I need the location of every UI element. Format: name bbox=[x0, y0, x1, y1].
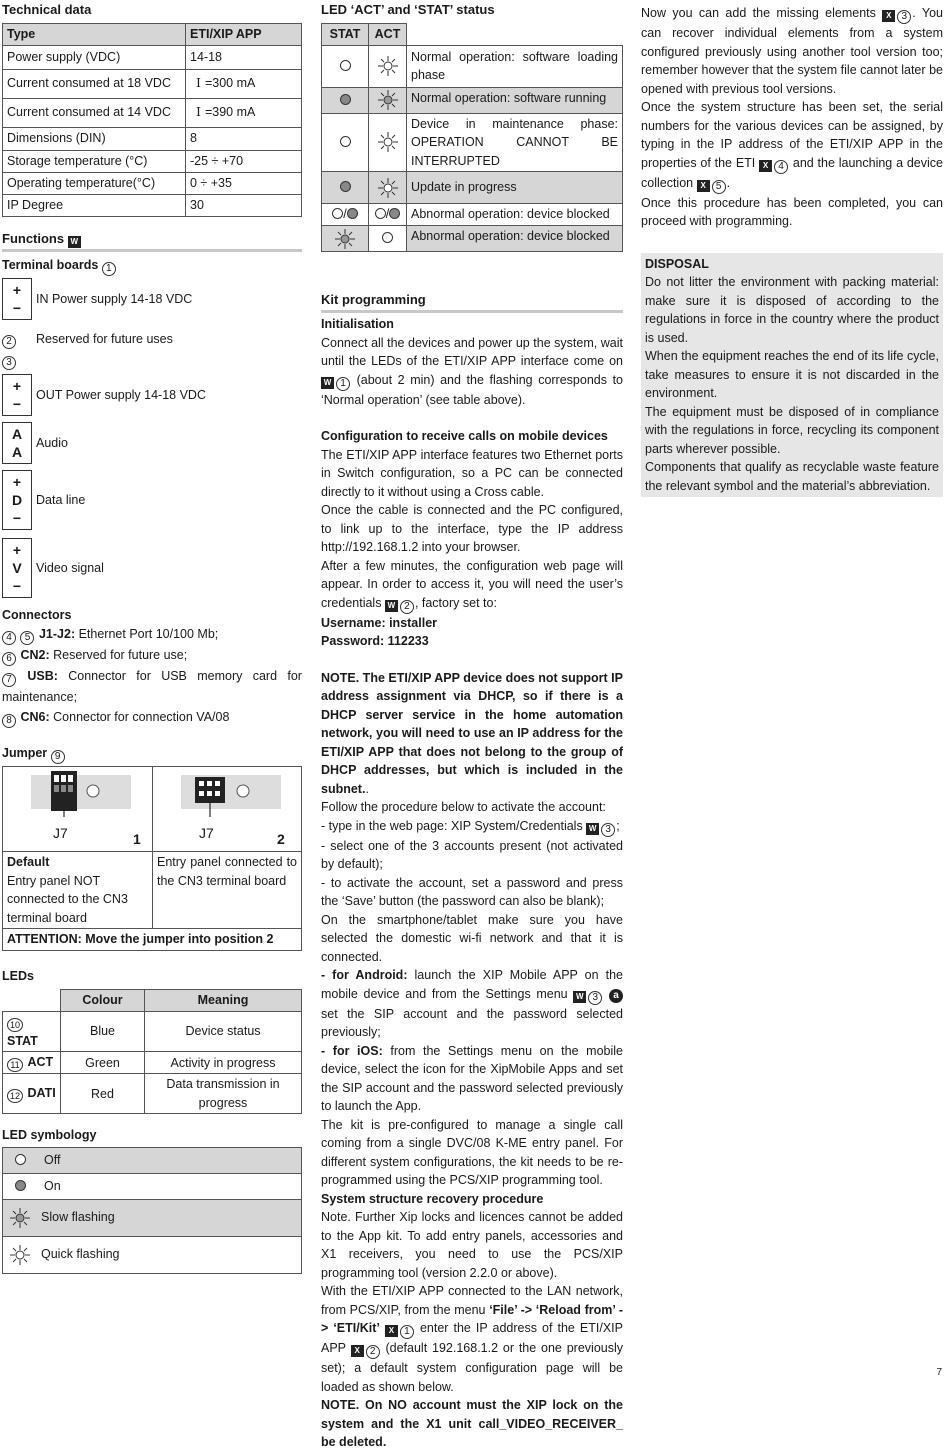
quick-flash-icon bbox=[9, 1244, 31, 1266]
led-name: 12 DATI bbox=[3, 1074, 61, 1114]
terminal-data: + D − Data line bbox=[2, 470, 302, 530]
stat-cell bbox=[322, 87, 369, 113]
android-text: - for Android: launch the XIP Mobile APP on the mobile device and from the Settings menu W 3 a set the SIP account and the password selected previously; bbox=[321, 968, 623, 1040]
jumper-table bbox=[2, 766, 302, 951]
tech-row-label: Current consumed at 14 VDC bbox=[3, 98, 186, 127]
jumper-pos2-label: J7 bbox=[199, 825, 214, 842]
tech-row-value: 8 bbox=[186, 127, 302, 150]
stat-cell: / bbox=[322, 204, 369, 226]
functions-title: Functions W bbox=[2, 229, 302, 252]
recovery-p2: With the ETI/XIP APP connected to the LAN network, from PCS/XIP, from the menu ‘File’ -> ‘Reload from’ -> ‘ETI/Kit’ X 1 enter the IP address of the ETI/XIP APP X 2 (default 192.168.1.2 or the one previously set); a default system configuration page will be loaded as shown below. bbox=[321, 1284, 623, 1394]
connector-item: 8 CN6: Connector for connection VA/08 bbox=[2, 707, 302, 728]
dhcp-note: NOTE. The ETI/XIP APP device does not support IP address assignment via DHCP, so if there is a DHCP server service in the home automation network, you will need to use an IP address for the ETI/XIP APP that does not belong to the group of DHCP addresses, but which is included in the subnet.. bbox=[321, 670, 623, 796]
disposal-p4: Components that qualify as recyclable waste feature the relevant symbol and the material’s abbreviation. bbox=[645, 460, 939, 493]
led-meaning: Activity in progress bbox=[145, 1052, 302, 1074]
init-text: Connect all the devices and power up the system, wait until the LEDs of the ETI/XIP APP interface come on W 1 (about 2 min) and the flashing corresponds to ‘Normal operation’ (see table above). bbox=[321, 335, 623, 407]
terminal-box: + − bbox=[2, 374, 32, 416]
led-colour: Green bbox=[61, 1052, 145, 1074]
smartphone-text: On the smartphone/tablet make sure you have selected the domestic wi-fi network and that it is connected. bbox=[321, 912, 623, 964]
status-text: Normal operation: software running bbox=[407, 87, 623, 113]
disposal-box bbox=[641, 253, 943, 498]
off-icon bbox=[15, 1154, 26, 1165]
act-cell bbox=[369, 87, 407, 113]
jumper-pos2-num: 2 bbox=[277, 831, 285, 848]
off-icon bbox=[332, 208, 343, 219]
symbology-row: On bbox=[3, 1173, 302, 1199]
tech-row-label: Storage temperature (°C) bbox=[3, 150, 186, 172]
status-text: Abnormal operation: device blocked bbox=[407, 226, 623, 252]
act-cell bbox=[369, 45, 407, 87]
status-title: LED ‘ACT’ and ‘STAT’ status bbox=[321, 2, 495, 17]
tech-row-value: I =300 mA bbox=[186, 69, 302, 98]
disposal-p1: Do not litter the environment with packing material: make sure it is disposed of according to the regulations in force in the country where the product is used. bbox=[645, 275, 939, 345]
current-symbol: I bbox=[196, 104, 201, 120]
step-1: - type in the web page: XIP System/Credentials W 3 ; bbox=[321, 818, 620, 835]
tech-row-value: 0 ÷ +35 bbox=[186, 172, 302, 194]
terminal-video: + V − Video signal bbox=[2, 538, 302, 598]
led-colour: Blue bbox=[61, 1011, 145, 1052]
tech-row-label: Operating temperature(°C) bbox=[3, 172, 186, 194]
config-p2: Once the cable is connected and the PC configured, to link up to the interface, type the IP address http://192.168.1.2 into your browser. bbox=[321, 503, 623, 555]
status-text: Abnormal operation: device blocked bbox=[407, 204, 623, 226]
stat-cell bbox=[322, 172, 369, 204]
on-icon bbox=[389, 208, 400, 219]
left-column bbox=[2, 0, 302, 1274]
jumper-pos1-num: 1 bbox=[133, 831, 141, 848]
symbology-title: LED symbology bbox=[2, 1128, 97, 1143]
num-badge: 3 bbox=[2, 356, 16, 370]
col3-p3: Once this procedure has been completed, you can proceed with programming. bbox=[641, 195, 943, 228]
terminal-reserved: 2 3 Reserved for future uses bbox=[2, 328, 302, 370]
terminal-box: + D − bbox=[2, 470, 32, 530]
terminal-boards-title: Terminal boards 1 bbox=[2, 256, 302, 276]
current-symbol: I bbox=[196, 75, 201, 91]
symbology-row: Quick flashing bbox=[3, 1236, 302, 1273]
preconfig-text: The kit is pre-configured to manage a single call coming from a single DVC/08 K-ME entry panel. For different system configurations, the kit needs to be re-programmed using the PCS/XIP programming tool. bbox=[321, 1117, 623, 1188]
tech-row-value: I =390 mA bbox=[186, 98, 302, 127]
jumper-title: Jumper 9 bbox=[2, 744, 302, 764]
num-badge: 1 bbox=[102, 262, 116, 276]
disposal-p2: When the equipment reaches the end of its life cycle, take measures to ensure it is not discarded in the environment. bbox=[645, 349, 939, 400]
quick-flash-icon bbox=[377, 131, 399, 153]
ios-text: - for iOS: from the Settings menu on the mobile device, select the icon for the XipMobile Apps and set the SIP account and the password selected previously to launch the App. bbox=[321, 1043, 623, 1114]
num-badge: 2 bbox=[2, 335, 16, 349]
jumper-pos2-diagram bbox=[153, 767, 302, 852]
leds-header-colour: Colour bbox=[61, 990, 145, 1012]
terminal-box: A A bbox=[2, 422, 32, 464]
col3-p2: Once the system structure has been set, the serial numbers for the various devices can be assigned, by typing in the IP address of the ETI/XIP APP in the properties of the ETI X 4 and the launching a device collection X 5 . bbox=[641, 100, 943, 192]
config-p1: The ETI/XIP APP interface features two Ethernet ports in Switch configuration, so a PC can be connected directly to it without using a Cross cable. bbox=[321, 447, 623, 499]
w-badge: W bbox=[68, 236, 81, 248]
leds-header-meaning: Meaning bbox=[145, 990, 302, 1012]
act-cell: / bbox=[369, 204, 407, 226]
a-badge: a bbox=[609, 989, 623, 1003]
tech-row-label: Power supply (VDC) bbox=[3, 45, 186, 69]
status-text: Update in progress bbox=[407, 172, 623, 204]
tech-data-table bbox=[2, 23, 302, 217]
recovery-title: System structure recovery procedure bbox=[321, 1191, 544, 1206]
quick-flash-icon bbox=[377, 177, 399, 199]
status-header-stat: STAT bbox=[322, 24, 369, 46]
terminal-out-power: + − OUT Power supply 14-18 VDC bbox=[2, 374, 302, 416]
status-text: Device in maintenance phase: OPERATION CANNOT BE INTERRUPTED bbox=[407, 113, 623, 172]
follow-text: Follow the procedure below to activate the account: bbox=[321, 800, 606, 815]
tech-row-value: 30 bbox=[186, 194, 302, 216]
led-colour: Red bbox=[61, 1074, 145, 1114]
slow-flash-icon bbox=[377, 89, 399, 111]
step-3: - to activate the account, set a password and press the ‘Save’ button (the password can also be blank); bbox=[321, 875, 623, 909]
tech-data-title: Technical data bbox=[2, 2, 92, 17]
on-icon bbox=[15, 1180, 26, 1191]
tech-row-label: Current consumed at 18 VDC bbox=[3, 69, 186, 98]
terminal-box: + V − bbox=[2, 538, 32, 598]
stat-cell bbox=[322, 45, 369, 87]
off-icon bbox=[340, 136, 351, 147]
tech-header-type: Type bbox=[3, 24, 186, 46]
right-column bbox=[641, 4, 943, 497]
jumper-pos1-diagram bbox=[3, 767, 153, 852]
jumper-pos2-icon bbox=[181, 771, 281, 817]
config-title: Configuration to receive calls on mobile devices bbox=[321, 429, 608, 444]
tech-row-value: 14-18 bbox=[186, 45, 302, 69]
jumper-pos1-label: J7 bbox=[53, 825, 68, 842]
middle-column bbox=[321, 0, 623, 1452]
symbology-row: Off bbox=[3, 1147, 302, 1173]
recovery-p1: Note. Further Xip locks and licences cannot be added to the App kit. To add entry panels, accessories and X1 receivers, you need to use the PCS/XIP programming tool (version 2.2.0 or above). bbox=[321, 1210, 623, 1280]
status-text: Normal operation: software loading phase bbox=[407, 45, 623, 87]
username: Username: installer bbox=[321, 615, 438, 630]
connector-item: 6 CN2: Reserved for future use; bbox=[2, 645, 302, 666]
stat-cell bbox=[322, 113, 369, 172]
terminal-box: + − bbox=[2, 278, 32, 320]
on-icon bbox=[340, 94, 351, 105]
symbology-row: Slow flashing bbox=[3, 1199, 302, 1236]
led-meaning: Device status bbox=[145, 1011, 302, 1052]
led-name: 10 STAT bbox=[3, 1011, 61, 1052]
on-icon bbox=[340, 181, 351, 192]
kit-title: Kit programming bbox=[321, 290, 623, 313]
connector-item: 4 5 J1-J2: Ethernet Port 10/100 Mb; bbox=[2, 624, 302, 645]
page-number: 7 bbox=[936, 1367, 942, 1378]
config-p3: After a few minutes, the configuration web page will appear. In order to access it, you will need the user’s credentials W 2 , factory set to: bbox=[321, 558, 623, 612]
disposal-title: DISPOSAL bbox=[645, 256, 709, 271]
connectors-title: Connectors bbox=[2, 607, 72, 622]
jumper-attention: ATTENTION: Move the jumper into position 2 bbox=[3, 929, 302, 951]
connector-item: 7 USB: Connector for USB memory card for maintenance; bbox=[2, 669, 302, 705]
led-meaning: Data transmission in progress bbox=[145, 1074, 302, 1114]
terminal-in-power: + − IN Power supply 14-18 VDC bbox=[2, 278, 302, 320]
led-name: 11 ACT bbox=[3, 1052, 61, 1074]
tech-header-model: ETI/XIP APP bbox=[186, 24, 302, 46]
jumper-pos2-text: Entry panel connected to the CN3 terminal board bbox=[153, 852, 302, 929]
slow-flash-icon bbox=[9, 1207, 31, 1229]
jumper-default-text: Default Entry panel NOT connected to the CN3 terminal board bbox=[3, 852, 153, 929]
recovery-note: NOTE. On NO account must the XIP lock on the system and the X1 unit call_VIDEO_RECEIVER_ be deleted. bbox=[321, 1398, 623, 1450]
act-cell bbox=[369, 172, 407, 204]
symbology-table bbox=[2, 1147, 302, 1274]
on-icon bbox=[347, 208, 358, 219]
tech-row-label: Dimensions (DIN) bbox=[3, 127, 186, 150]
quick-flash-icon bbox=[377, 55, 399, 77]
slow-flash-icon bbox=[334, 228, 356, 250]
status-header-act: ACT bbox=[369, 24, 407, 46]
off-icon bbox=[340, 60, 351, 71]
leds-table bbox=[2, 989, 302, 1114]
status-table bbox=[321, 23, 623, 252]
leds-title: LEDs bbox=[2, 968, 34, 983]
disposal-p3: The equipment must be disposed of in compliance with the regulations in force, recycling its component parts wherever possible. bbox=[645, 404, 939, 456]
act-cell bbox=[369, 113, 407, 172]
off-icon bbox=[375, 208, 386, 219]
tech-row-value: -25 ÷ +70 bbox=[186, 150, 302, 172]
terminal-audio: A A Audio bbox=[2, 422, 302, 464]
off-icon bbox=[382, 232, 393, 243]
stat-cell bbox=[322, 226, 369, 252]
init-title: Initialisation bbox=[321, 317, 394, 332]
jumper-pos1-icon bbox=[31, 771, 131, 817]
col3-p1: Now you can add the missing elements X 3 . You can recover individual elements from a system configured previously using another tool version too; remember however that the system file cannot later be opened with previous tool versions. bbox=[641, 6, 943, 96]
tech-row-label: IP Degree bbox=[3, 194, 186, 216]
password: Password: 112233 bbox=[321, 634, 429, 649]
step-2: - select one of the 3 accounts present (not activated by default); bbox=[321, 838, 623, 872]
act-cell bbox=[369, 226, 407, 252]
